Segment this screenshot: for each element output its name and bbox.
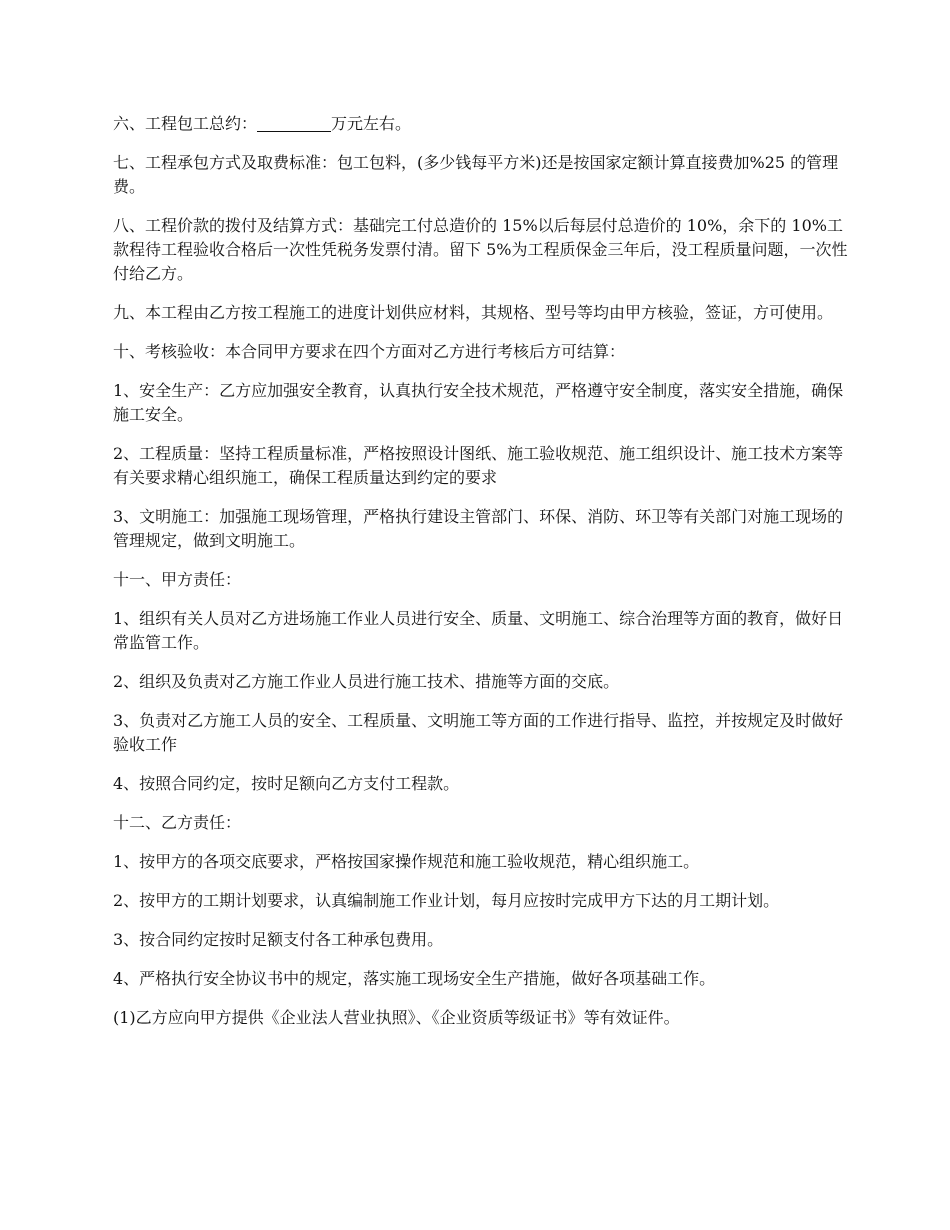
contract-clause-11: 十一、甲方责任： [113, 570, 242, 589]
contract-clause-7: 七、工程承包方式及取费标准：包工包料，(多少钱每平方米)还是按国家定额计算直接费加%25 的管理费。 [113, 153, 839, 196]
document-body [113, 112, 853, 1045]
amount-blank-line [257, 115, 331, 132]
clause-12-item-2: 2、按甲方的工期计划要求，认真编制施工作业计划，每月应按时完成甲方下达的月工期计划。 [113, 891, 780, 910]
clause-11-item-2: 2、组织及负责对乙方施工作业人员进行施工技术、措施等方面的交底。 [113, 672, 620, 691]
clause-10-item-2: 2、工程质量：坚持工程质量标准，严格按照设计图纸、施工验收规范、施工组织设计、施工技术方案等有关要求精心组织施工，确保工程质量达到约定的要求 [113, 444, 844, 487]
clause-11-item-3: 3、负责对乙方施工人员的安全、工程质量、文明施工等方面的工作进行指导、监控，并按规定及时做好验收工作 [113, 711, 844, 754]
clause-11-item-4: 4、按照合同约定，按时足额向乙方支付工程款。 [113, 774, 460, 793]
clause-6-text-after: 万元左右。 [331, 114, 412, 133]
contract-clause-10: 十、考核验收：本合同甲方要求在四个方面对乙方进行考核后方可结算： [113, 342, 626, 361]
contract-clause-12: 十二、乙方责任： [113, 813, 242, 832]
clause-12-item-3: 3、按合同约定按时足额支付各工种承包费用。 [113, 930, 444, 949]
clause-11-item-1: 1、组织有关人员对乙方进场施工作业人员进行安全、质量、文明施工、综合治理等方面的教育，做好日常监管工作。 [113, 609, 844, 652]
clause-12-item-4-sub-1: (1)乙方应向甲方提供《企业法人营业执照》、《企业资质等级证书》等有效证件。 [113, 1008, 680, 1027]
contract-clause-9: 九、本工程由乙方按工程施工的进度计划供应材料，其规格、型号等均由甲方核验，签证，方可使用。 [113, 303, 834, 322]
contract-clause-6 [113, 112, 853, 136]
contract-clause-8: 八、工程价款的拨付及结算方式：基础完工付总造价的 15%以后每层付总造价的 10%，余下的 10%工款程待工程验收合格后一次性凭税务发票付清。留下 5%为工程质保金三年后，没工程质量问题，一次性付给乙方。 [113, 216, 848, 283]
clause-12-item-4: 4、严格执行安全协议书中的规定，落实施工现场安全生产措施，做好各项基础工作。 [113, 969, 716, 988]
clause-10-item-1: 1、安全生产：乙方应加强安全教育，认真执行安全技术规范，严格遵守安全制度，落实安全措施，确保施工安全。 [113, 381, 844, 424]
clause-10-item-3: 3、文明施工：加强施工现场管理，严格执行建设主管部门、环保、消防、环卫等有关部门对施工现场的管理规定，做到文明施工。 [113, 507, 844, 550]
clause-12-item-1: 1、按甲方的各项交底要求，严格按国家操作规范和施工验收规范，精心组织施工。 [113, 852, 700, 871]
clause-6-text-before: 六、工程包工总约： [113, 114, 258, 133]
